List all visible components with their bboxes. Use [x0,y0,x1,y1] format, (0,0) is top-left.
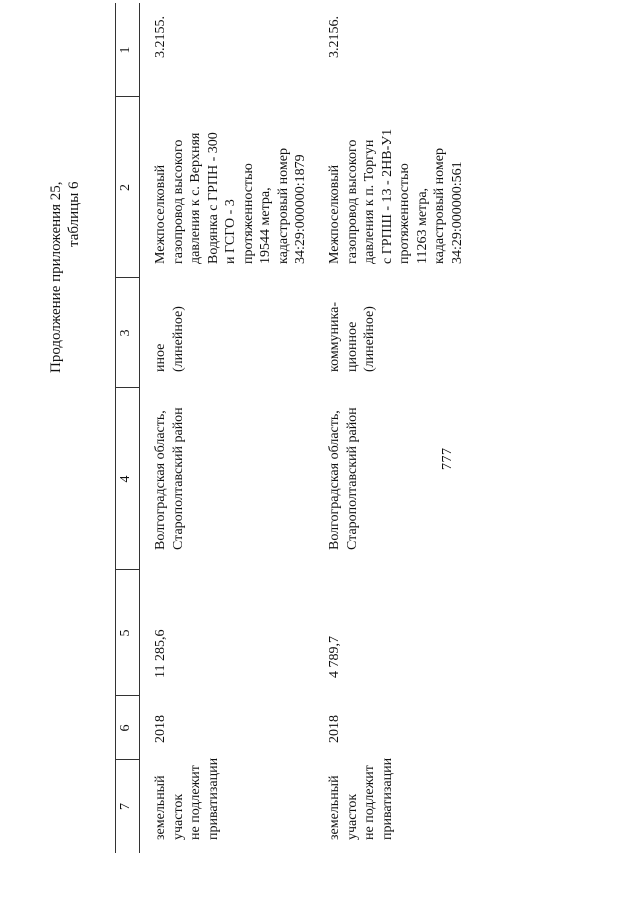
header-col-7: 7 [118,803,133,810]
header-bottom-border [139,3,140,853]
object-note: земельный участок не подлежит приватизации [153,757,221,840]
header-col-2: 2 [118,184,133,191]
object-type: иное (линейное) [153,306,186,372]
page-number: 777 [440,447,455,470]
object-type: коммуника- ционное (линейное) [327,302,377,372]
row-number: 3.2156. [327,16,342,58]
continuation-line-2: таблицы 6 [66,181,82,247]
continuation-note [47,181,83,373]
header-col-6: 6 [118,724,133,732]
object-year: 2018 [153,715,168,743]
header-col-4: 4 [118,475,133,483]
object-location: Волгоградская область, Старополтавский район [153,407,186,550]
table-top-border [115,3,116,853]
object-location: Волгоградская область, Старополтавский район [327,407,360,550]
object-note: земельный участок не подлежит приватизации [327,757,395,840]
object-value: 11 285,6 [153,629,168,678]
header-col-3: 3 [118,329,133,337]
continuation-line-1: Продолжение приложения 25, [48,181,64,373]
row-number: 3.2155. [153,16,168,58]
header-col-5: 5 [118,629,133,637]
header-col-1: 1 [118,46,133,54]
object-name: Межпоселковый газопровод высокого давления к п. Торгун с ГРПШ - 13 - 2НВ-У1 протяженностью 11263 метра, кадастровый номер 34:29:000000:561 [327,128,465,264]
object-name: Межпоселковый газопровод высокого давления к с. Верхняя Водянка с ГРПН - 300 и ГСГО - 3 протяженностью 19544 метра, кадастровый номер 34:29:000000:1879 [153,132,308,264]
object-year: 2018 [327,715,342,743]
object-value: 4 789,7 [327,636,342,678]
